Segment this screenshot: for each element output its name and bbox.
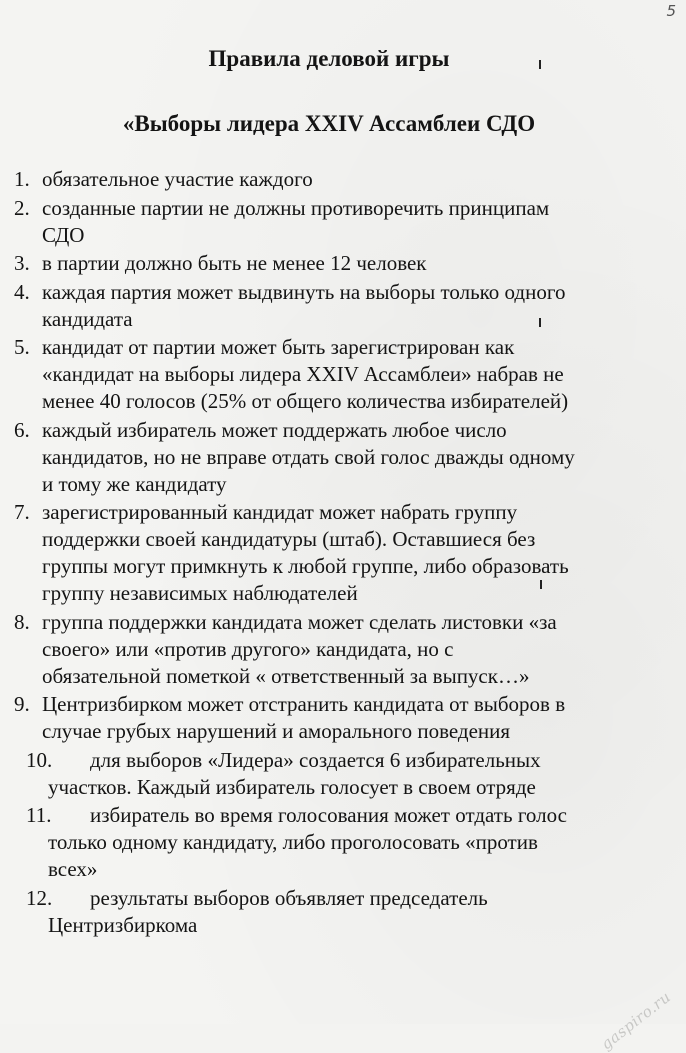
rule-item — [14, 747, 674, 801]
rule-number: 9. — [14, 692, 30, 716]
rule-item — [14, 802, 674, 883]
rule-text: группу независимых наблюдателей — [42, 581, 358, 605]
rule-text: созданные партии не должны противоречить принципам — [42, 195, 550, 220]
rule-text: каждый избиратель может поддержать любое число — [42, 417, 507, 442]
rule-number: 5. — [14, 335, 30, 359]
rule-item — [14, 166, 674, 193]
rule-item — [14, 279, 674, 333]
document-subtitle: «Выборы лидера XXIV Ассамблеи СДО — [122, 111, 536, 136]
rule-number: 12. — [26, 885, 53, 910]
rule-number: 8. — [14, 609, 30, 634]
rule-text: кандидата — [42, 306, 133, 331]
document-title: Правила деловой игры — [208, 46, 450, 71]
rule-text: своего» или «против другого» кандидата, но с — [42, 636, 454, 661]
rule-item — [14, 885, 674, 939]
rule-text: всех» — [48, 857, 98, 881]
rule-number: 6. — [14, 417, 30, 442]
rule-text: «кандидат на выборы лидера XXIV Ассамблеи» набрав не — [42, 362, 564, 386]
rule-item — [14, 691, 674, 745]
rule-text: Центризбиркома — [48, 912, 198, 937]
rule-number: 7. — [14, 500, 30, 524]
rule-item — [14, 334, 674, 415]
rule-number: 4. — [14, 279, 30, 304]
rules-list — [14, 166, 674, 940]
rule-number: 2. — [14, 195, 30, 220]
rule-text: группа поддержки кандидата может сделать листовки «за — [42, 609, 557, 634]
rule-text: избиратель во время голосования может отдать голос — [90, 803, 567, 827]
rule-text: СДО — [42, 222, 85, 247]
rule-text: менее 40 голосов (25% от общего количества избирателей) — [42, 389, 569, 413]
rule-item — [14, 250, 674, 277]
rule-item — [14, 417, 674, 498]
rule-item — [14, 499, 674, 607]
scan-speck — [539, 318, 541, 327]
page-number: 5 — [666, 2, 676, 20]
watermark: gaspiro.ru — [597, 987, 674, 1053]
rule-item — [14, 609, 674, 690]
rule-text: зарегистрированный кандидат может набрать группу — [42, 500, 518, 524]
rule-text: и тому же кандидату — [42, 471, 227, 496]
rule-number: 10. — [26, 747, 53, 772]
rule-text: случае грубых нарушений и аморального поведения — [42, 719, 511, 743]
rule-text: Центризбирком может отстранить кандидата от выборов в — [42, 692, 566, 716]
rule-text: для выборов «Лидера» создается 6 избирательных — [90, 747, 541, 772]
rule-number: 11. — [26, 803, 52, 827]
rule-text: группы могут примкнуть к любой группе, либо образовать — [42, 554, 569, 578]
rule-number: 3. — [14, 251, 30, 275]
rule-text: в партии должно быть не менее 12 человек — [42, 251, 427, 275]
rule-text: кандидат от партии может быть зарегистрирован как — [42, 335, 515, 359]
scan-speck — [539, 60, 541, 69]
rule-text: результаты выборов объявляет председатель — [90, 885, 488, 910]
rule-text: каждая партия может выдвинуть на выборы только одного — [42, 279, 566, 304]
scan-speck — [540, 580, 542, 589]
rule-text: обязательной пометкой « ответственный за выпуск…» — [42, 663, 530, 688]
rule-number: 1. — [14, 167, 30, 191]
rule-item — [14, 195, 674, 249]
rule-text: кандидатов, но не вправе отдать свой голос дважды одному — [42, 444, 575, 469]
rule-text: поддержки своей кандидатуры (штаб). Оставшиеся без — [42, 527, 536, 551]
rule-text: обязательное участие каждого — [42, 167, 313, 191]
rule-text: только одному кандидату, либо проголосовать «против — [48, 830, 538, 854]
rule-text: участков. Каждый избиратель голосует в своем отряде — [48, 774, 536, 799]
